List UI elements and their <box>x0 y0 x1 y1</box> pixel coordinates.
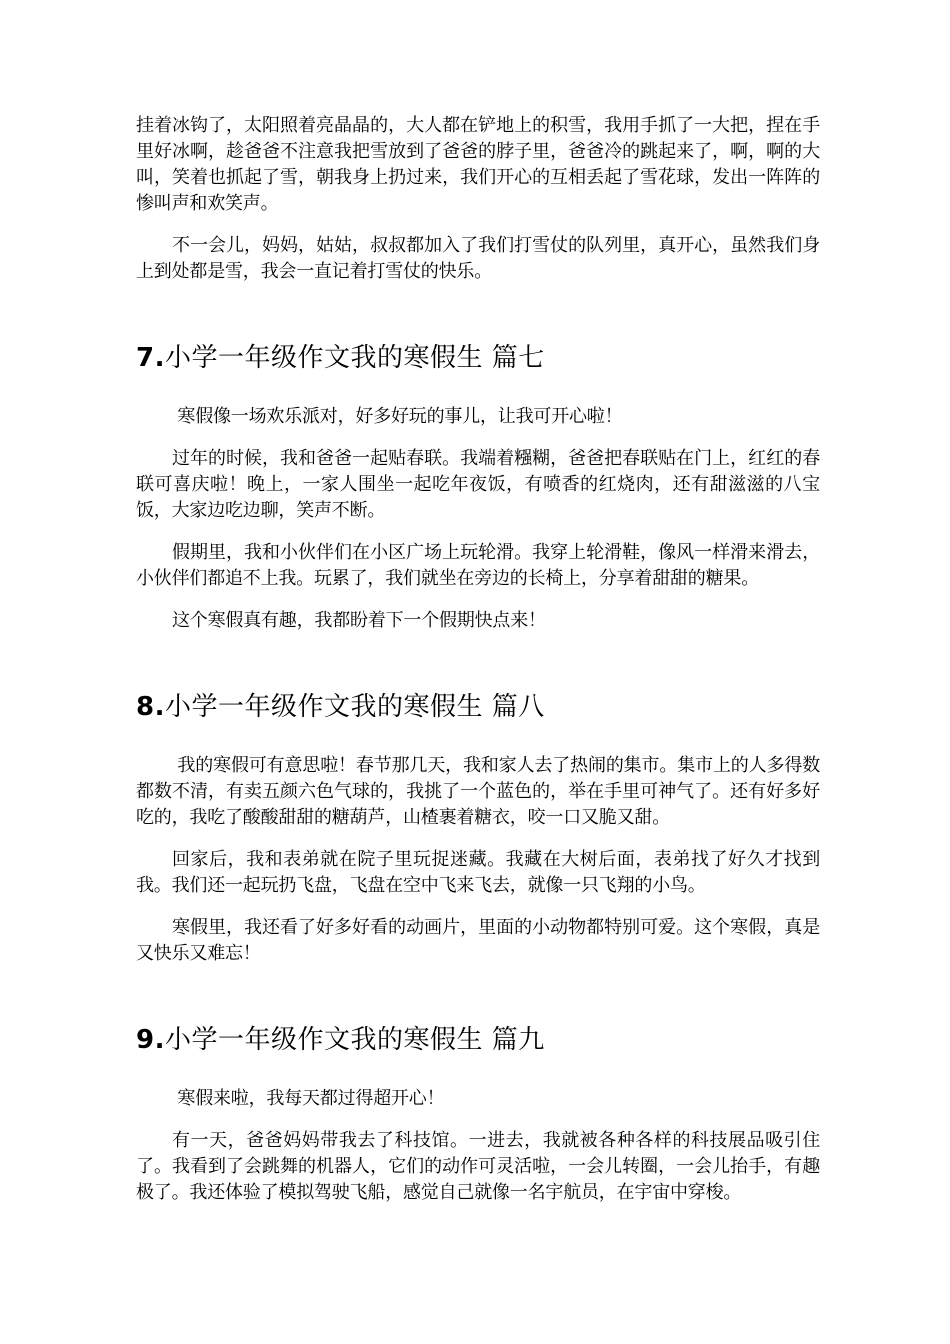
paragraph: 不一会儿，妈妈，姑姑，叔叔都加入了我们打雪仗的队列里，真开心，虽然我们身上到处都是雪，我会一直记着打雪仗的快乐。 <box>136 235 820 282</box>
paragraph: 这个寒假真有趣，我都盼着下一个假期快点来！ <box>172 610 546 631</box>
paragraph: 假期里，我和小伙伴们在小区广场上玩轮滑。我穿上轮滑鞋，像风一样滑来滑去，小伙伴们都追不上我。玩累了，我们就坐在旁边的长椅上，分享着甜甜的糖果。 <box>136 542 820 589</box>
paragraph: 有一天，爸爸妈妈带我去了科技馆。一进去，我就被各种各样的科技展品吸引住了。我看到了会跳舞的机器人，它们的动作可灵活啦，一会儿转圈，一会儿抬手，有趣极了。我还体验了模拟驾驶飞船，感觉自己就像一名宇航员，在宇宙中穿梭。 <box>136 1130 820 1203</box>
section-title: 小学一年级作文我的寒假生 篇七 <box>164 343 545 373</box>
section-number: 7. <box>136 343 165 373</box>
document-page <box>136 113 820 1206</box>
section-number: 8. <box>136 692 165 722</box>
section-heading-9 <box>136 1024 820 1056</box>
paragraph: 过年的时候，我和爸爸一起贴春联。我端着糨糊，爸爸把春联贴在门上，红红的春联可喜庆啦！晚上，一家人围坐一起吃年夜饭，有喷香的红烧肉，还有甜滋滋的八宝饭，大家边吃边聊，笑声不断。 <box>136 448 820 521</box>
section-heading-8 <box>136 691 820 723</box>
section-title: 小学一年级作文我的寒假生 篇八 <box>164 692 545 722</box>
paragraph: 寒假来啦，我每天都过得超开心！ <box>177 1088 445 1109</box>
paragraph: 挂着冰钩了，太阳照着亮晶晶的，大人都在铲地上的积雪，我用手抓了一大把，捏在手里好冰啊，趁爸爸不注意我把雪放到了爸爸的脖子里，爸爸冷的跳起来了，啊，啊的大叫，笑着也抓起了雪，朝我身上扔过来，我们开心的互相丢起了雪花球，发出一阵阵的惨叫声和欢笑声。 <box>136 115 820 214</box>
paragraph: 我的寒假可有意思啦！春节那几天，我和家人去了热闹的集市。集市上的人多得数都数不清，有卖五颜六色气球的，我挑了一个蓝色的，举在手里可神气了。还有好多好吃的，我吃了酸酸甜甜的糖葫芦，山楂裹着糖衣，咬一口又脆又甜。 <box>136 755 820 828</box>
section-heading-7 <box>136 342 820 374</box>
section-number: 9. <box>136 1025 165 1055</box>
paragraph: 寒假像一场欢乐派对，好多好玩的事儿，让我可开心啦！ <box>177 406 623 427</box>
paragraph: 寒假里，我还看了好多好看的动画片，里面的小动物都特别可爱。这个寒假，真是又快乐又难忘！ <box>136 917 820 964</box>
section-title: 小学一年级作文我的寒假生 篇九 <box>164 1025 545 1055</box>
paragraph: 回家后，我和表弟就在院子里玩捉迷藏。我藏在大树后面，表弟找了好久才找到我。我们还一起玩扔飞盘，飞盘在空中飞来飞去，就像一只飞翔的小鸟。 <box>136 849 820 896</box>
